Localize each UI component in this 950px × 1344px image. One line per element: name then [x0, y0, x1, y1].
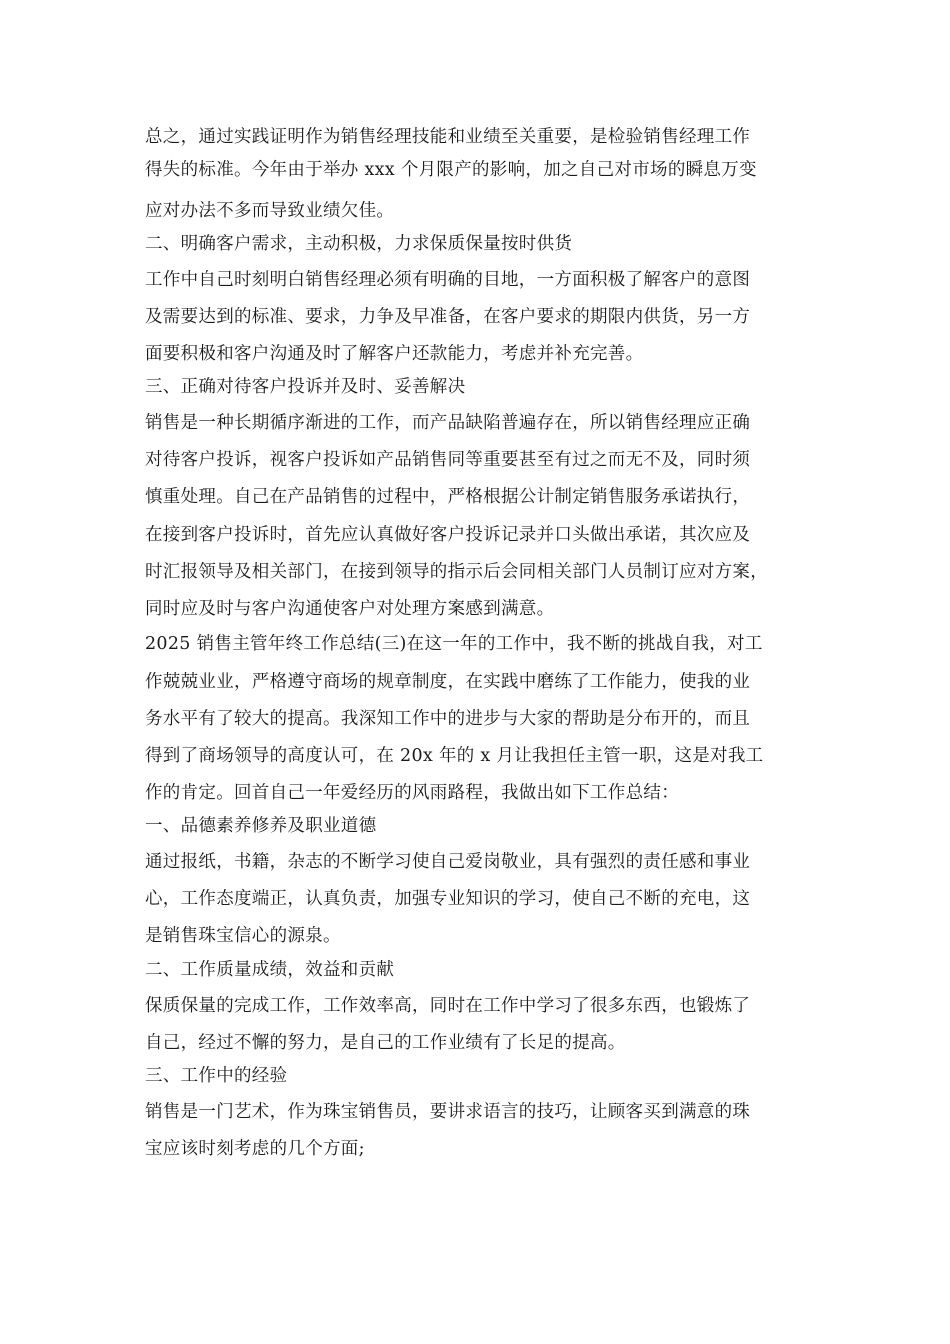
text-line: 通过报纸，书籍，杂志的不断学习使自己爱岗敬业，具有强烈的责任感和事业 — [145, 852, 751, 872]
text-line: 慎重处理。自己在产品销售的过程中，严格根据公计制定销售服务承诺执行， — [145, 487, 751, 507]
section-heading: 三、工作中的经验 — [145, 1066, 288, 1086]
text-line: 作的肯定。回首自己一年爱经历的风雨路程，我做出如下工作总结： — [145, 783, 679, 803]
text-line: 工作中自己时刻明白销售经理必须有明确的目地，一方面积极了解客户的意图 — [145, 270, 751, 290]
text-line: 自己，经过不懈的努力，是自己的工作业绩有了长足的提高。 — [145, 1033, 626, 1053]
text-line: 总之，通过实践证明作为销售经理技能和业绩至关重要，是检验销售经理工作 — [145, 127, 751, 147]
section-heading: 二、明确客户需求，主动积极，力求保质保量按时供货 — [145, 234, 573, 254]
text-line: 销售是一种长期循序渐进的工作，而产品缺陷普遍存在，所以销售经理应正确 — [145, 413, 751, 433]
text-line: 销售是一门艺术，作为珠宝销售员，要讲求语言的技巧，让顾客买到满意的珠 — [145, 1102, 751, 1122]
text-line: 得到了商场领导的高度认可，在 20x 年的 x 月让我担任主管一职，这是对我工 — [145, 746, 764, 766]
text-line: 面要积极和客户沟通及时了解客户还款能力，考虑并补充完善。 — [145, 344, 644, 364]
text-line: 作兢兢业业，严格遵守商场的规章制度，在实践中磨练了工作能力，使我的业 — [145, 672, 751, 692]
text-line: 宝应该时刻考虑的几个方面; — [145, 1139, 365, 1159]
text-line: 及需要达到的标准、要求，力争及早准备，在客户要求的期限内供货，另一方 — [145, 307, 751, 327]
section-heading: 一、品德素养修养及职业道德 — [145, 816, 377, 836]
text-line: 同时应及时与客户沟通使客户对处理方案感到满意。 — [145, 599, 555, 619]
text-line: 在接到客户投诉时，首先应认真做好客户投诉记录并口头做出承诺，其次应及 — [145, 525, 751, 545]
text-line: 是销售珠宝信心的源泉。 — [145, 926, 341, 946]
section-heading: 三、正确对待客户投诉并及时、妥善解决 — [145, 377, 466, 397]
text-line: 得失的标准。今年由于举办 xxx 个月限产的影响，加之自己对市场的瞬息万变 — [145, 160, 757, 180]
text-line: 2025 销售主管年终工作总结(三)在这一年的工作中，我不断的挑战自我，对工 — [145, 634, 763, 654]
text-line: 对待客户投诉，视客户投诉如产品销售同等重要甚至有过之而无不及，同时须 — [145, 450, 751, 470]
text-line: 心，工作态度端正，认真负责，加强专业知识的学习，使自己不断的充电，这 — [145, 889, 751, 909]
text-line: 保质保量的完成工作，工作效率高，同时在工作中学习了很多东西，也锻炼了 — [145, 996, 751, 1016]
section-heading: 二、工作质量成绩，效益和贡献 — [145, 960, 395, 980]
text-line: 时汇报领导及相关部门，在接到领导的指示后会同相关部门人员制订应对方案， — [145, 562, 768, 582]
text-line: 应对办法不多而导致业绩欠佳。 — [145, 201, 395, 221]
text-line: 务水平有了较大的提高。我深知工作中的进步与大家的帮助是分布开的，而且 — [145, 709, 751, 729]
